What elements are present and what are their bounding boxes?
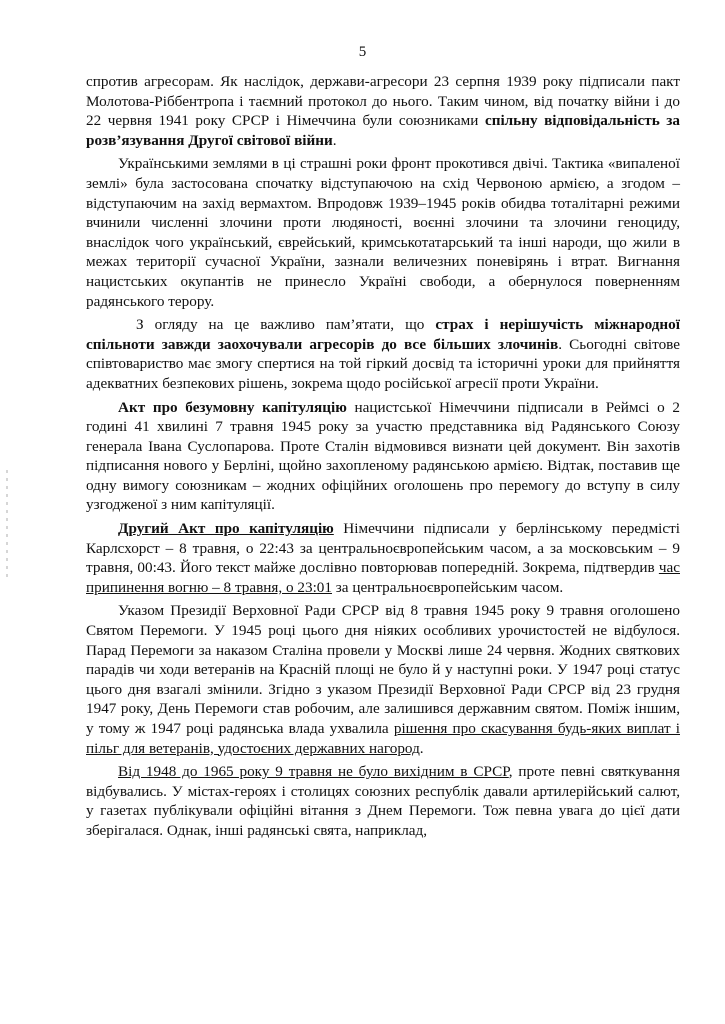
underlined-text: Від 1948 до 1965 року 9 травня не було вихідним в СРСР	[118, 763, 509, 781]
paragraph-2: Українськими землями в ці страшні роки фронт прокотився двічі. Тактика «випаленої землі» була застосована спочатку відступаючою на схід Червоною армією, а згодом – відступаючим на захід вермахтом. Впродовж 1939–1945 років обидва тоталітарні режими вчинили численні злочини проти людяності, воєнні злочини та злочини геноциду, внаслідок чого український, єврейський, кримськотатарський та інші народи, що жили в межах території сучасної України, зазнали величезних поневірянь і втрат. Вигнання нацистських окупантів не принесло Україні свободи, а обернулося поверненням радянського терору.	[86, 155, 680, 310]
underlined-text: час припинення вогню – 8 травня, о 23:01	[86, 559, 680, 596]
document-body	[86, 72, 680, 845]
paragraph-1: спротив агресорам. Як наслідок, держави-агресори 23 серпня 1939 року підписали пакт Молотова-Ріббентропа і таємний протокол до нього. Таким чином, від початку війни і до 22 червня 1941 року СРСР і Німеччина були союзниками спільну відповідальність за розв’язування Другої світової війни.	[86, 73, 680, 149]
paragraph-5: Другий Акт про капітуляцію Німеччини підписали у берлінському передмісті Карлсхорст – 8 травня, о 22:43 за центральноєвропейським часом, а за московським – 9 травня, 00:43. Його текст майже дослівно повторював попередній. Зокрема, підтвердив час припинення вогню – 8 травня, о 23:01 за центральноєвропейським часом.	[86, 520, 680, 596]
paragraph-4: Акт про безумовну капітуляцію нацистської Німеччини підписали в Реймсі о 2 годині 41 хвилині 7 травня 1945 року за участю представника від Радянського Союзу генерала Івана Суслопарова. Проте Сталін відмовився визнати цей документ. Він захотів підписання нового у Берліні, щойно захопленому радянською армією. Відтак, поставив ще одну вимогу союзникам – жодних офіційних оголошень про перемогу до вступу в силу узгодженої з ним капітуляції.	[86, 398, 680, 514]
underlined-text: рішення про скасування будь-яких виплат і пільг для ветеранів, удостоєних державних нагород	[86, 720, 680, 757]
bold-text: страх і нерішучість міжнародної спільноти завжди заохочували агресорів до все більших злочинів	[86, 316, 680, 353]
bold-text: Другий Акт про капітуляцію	[118, 520, 334, 538]
paragraph-3: З огляду на це важливо пам’ятати, що страх і нерішучість міжнародної спільноти завжди заохочували агресорів до все більших злочинів. Сьогодні світове співтовариство має змогу спертися на той гіркий досвід та історичні уроки для прийняття адекватних безпекових рішень, зокрема щодо російської агресії проти України.	[86, 316, 680, 392]
bold-text: спільну відповідальність за розв’язування Другої світової війни	[86, 112, 680, 149]
scan-margin-mark	[6, 470, 8, 580]
paragraph-6: Указом Президії Верховної Ради СРСР від 8 травня 1945 року 9 травня оголошено Святом Перемоги. У 1945 році цього дня ніяких особливих урочистостей не відбулося. Парад Перемоги за наказом Сталіна провели у Москві лише 24 червня. Жодних святкових парадів чи ходи ветеранів на Красній площі не було й у наступні роки. У 1947 році статус цього дня взагалі змінили. Згідно з указом Президії Верховної Ради СРСР від 23 грудня 1947 року, День Перемоги став робочим, але залишився державним святом. Поміж іншим, у тому ж 1947 році радянська влада ухвалила рішення про скасування будь-яких виплат і пільг для ветеранів, удостоєних державних нагород.	[86, 602, 680, 757]
bold-text: Акт про безумовну капітуляцію	[118, 398, 347, 416]
page-number: 5	[358, 44, 367, 60]
paragraph-7: Від 1948 до 1965 року 9 травня не було вихідним в СРСР, проте певні святкування відбувались. У містах-героях і столицях союзних республік давали артилерійський салют, у газетах публікували офіційні вітання з Днем Перемоги. Тож певна увага до цієї дати зберігалася. Однак, інші радянські свята, наприклад,	[86, 763, 680, 839]
